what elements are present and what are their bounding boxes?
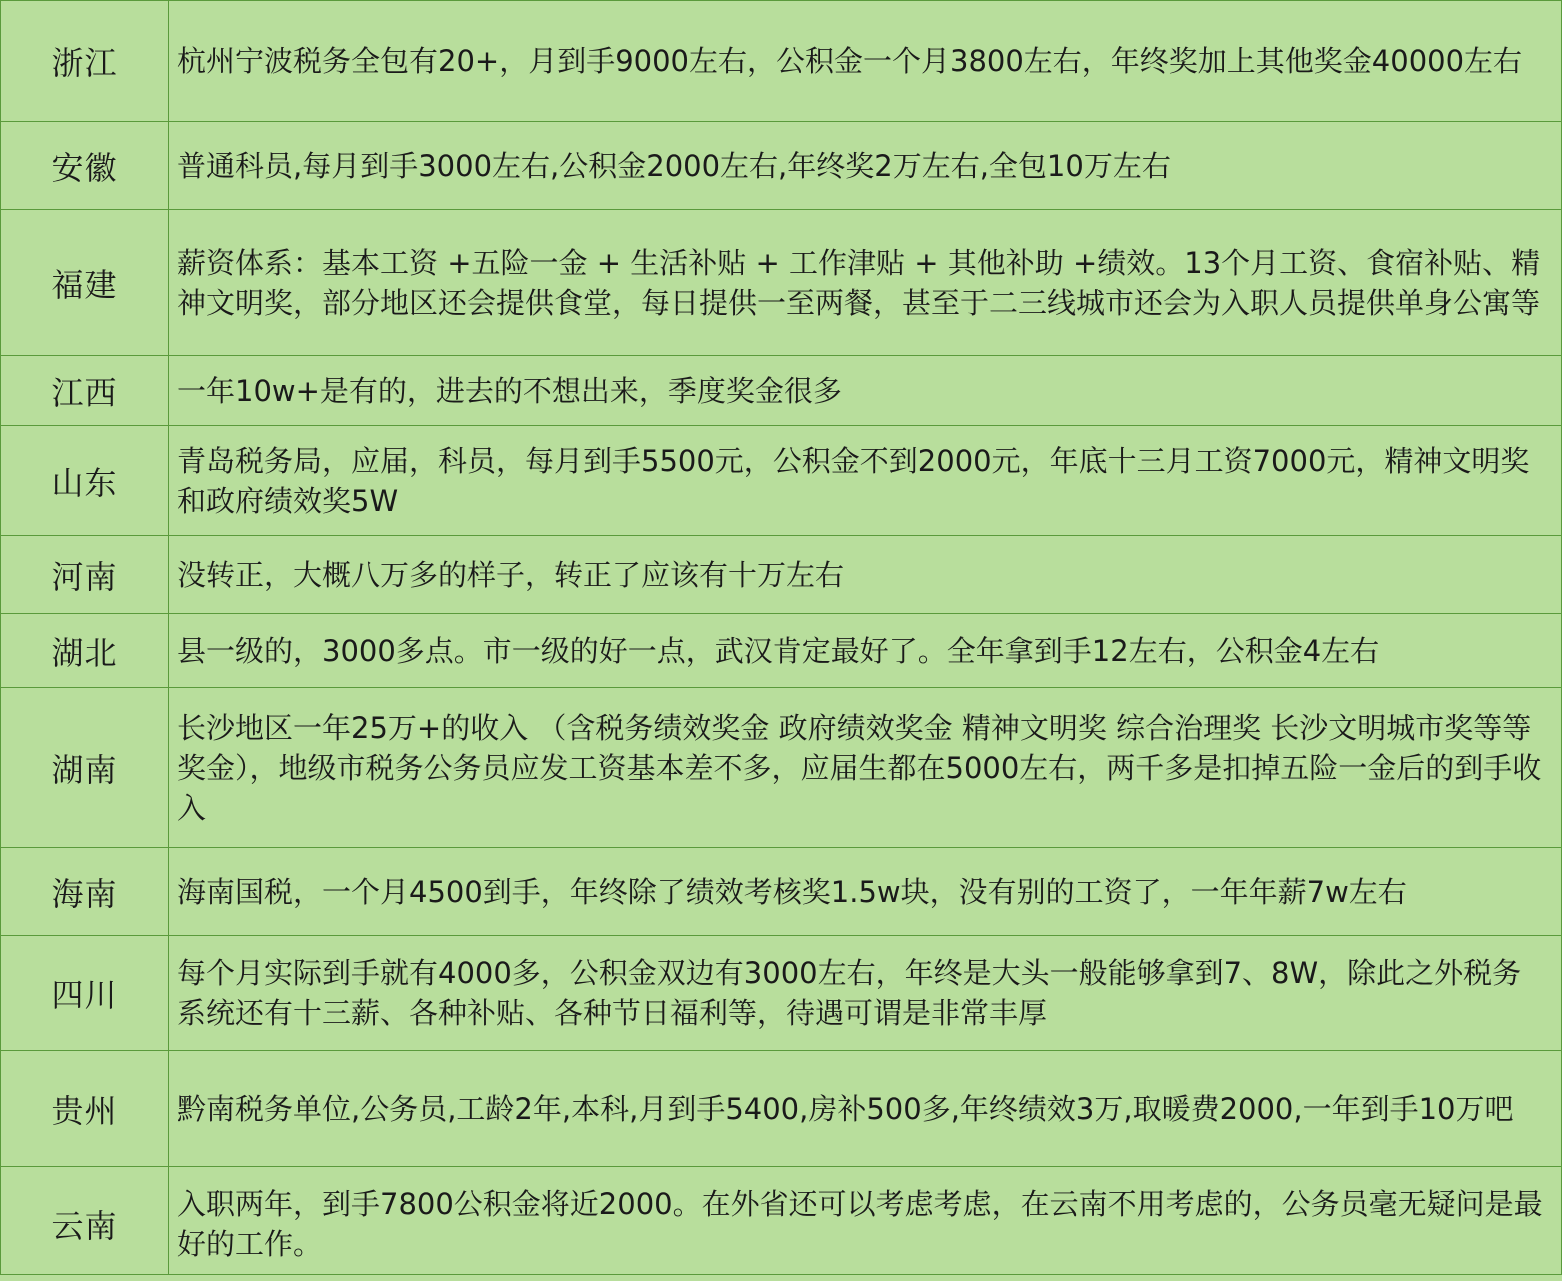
description-cell: 每个月实际到手就有4000多，公积金双边有3000左右，年终是大头一般能够拿到7、8W，除此之外税务系统还有十三薪、各种补贴、各种节日福利等，待遇可谓是非常丰厚 [169, 936, 1562, 1051]
province-cell: 湖北 [1, 614, 169, 688]
province-cell: 贵州 [1, 1051, 169, 1167]
table-row [1, 1051, 1562, 1167]
province-cell: 海南 [1, 848, 169, 936]
description-cell: 普通科员,每月到手3000左右,公积金2000左右,年终奖2万左右,全包10万左右 [169, 122, 1562, 210]
table-row [1, 122, 1562, 210]
table-row [1, 210, 1562, 356]
province-cell: 云南 [1, 1167, 169, 1281]
table-row [1, 1, 1562, 122]
description-cell: 没转正，大概八万多的样子，转正了应该有十万左右 [169, 536, 1562, 614]
table-row [1, 688, 1562, 848]
table-row [1, 536, 1562, 614]
description-cell: 青岛税务局，应届，科员，每月到手5500元，公积金不到2000元，年底十三月工资7000元，精神文明奖和政府绩效奖5W [169, 426, 1562, 536]
description-cell: 入职两年，到手7800公积金将近2000。在外省还可以考虑考虑，在云南不用考虑的，公务员毫无疑问是最好的工作。 [169, 1167, 1562, 1281]
table-row [1, 614, 1562, 688]
province-cell: 福建 [1, 210, 169, 356]
description-cell: 长沙地区一年25万+的收入 （含税务绩效奖金 政府绩效奖金 精神文明奖 综合治理奖 长沙文明城市奖等等奖金），地级市税务公务员应发工资基本差不多，应届生都在5000左右，两千多是扣掉五险一金后的到手收入 [169, 688, 1562, 848]
province-cell: 浙江 [1, 1, 169, 122]
description-cell: 薪资体系：基本工资 +五险一金 + 生活补贴 + 工作津贴 + 其他补助 +绩效。13个月工资、食宿补贴、精神文明奖，部分地区还会提供食堂，每日提供一至两餐，甚至于二三线城市还会为入职人员提供单身公寓等 [169, 210, 1562, 356]
table-row [1, 1167, 1562, 1281]
table-row [1, 356, 1562, 426]
province-cell: 江西 [1, 356, 169, 426]
description-cell: 黔南税务单位,公务员,工龄2年,本科,月到手5400,房补500多,年终绩效3万,取暖费2000,一年到手10万吧 [169, 1051, 1562, 1167]
province-cell: 河南 [1, 536, 169, 614]
province-cell: 安徽 [1, 122, 169, 210]
description-cell: 海南国税，一个月4500到手，年终除了绩效考核奖1.5w块，没有别的工资了，一年年薪7w左右 [169, 848, 1562, 936]
table-row [1, 848, 1562, 936]
province-cell: 湖南 [1, 688, 169, 848]
description-cell: 一年10w+是有的，进去的不想出来，季度奖金很多 [169, 356, 1562, 426]
description-cell: 县一级的，3000多点。市一级的好一点，武汉肯定最好了。全年拿到手12左右，公积金4左右 [169, 614, 1562, 688]
province-cell: 四川 [1, 936, 169, 1051]
description-cell: 杭州宁波税务全包有20+，月到手9000左右，公积金一个月3800左右，年终奖加上其他奖金40000左右 [169, 1, 1562, 122]
table-row [1, 426, 1562, 536]
province-cell: 山东 [1, 426, 169, 536]
table-row [1, 936, 1562, 1051]
